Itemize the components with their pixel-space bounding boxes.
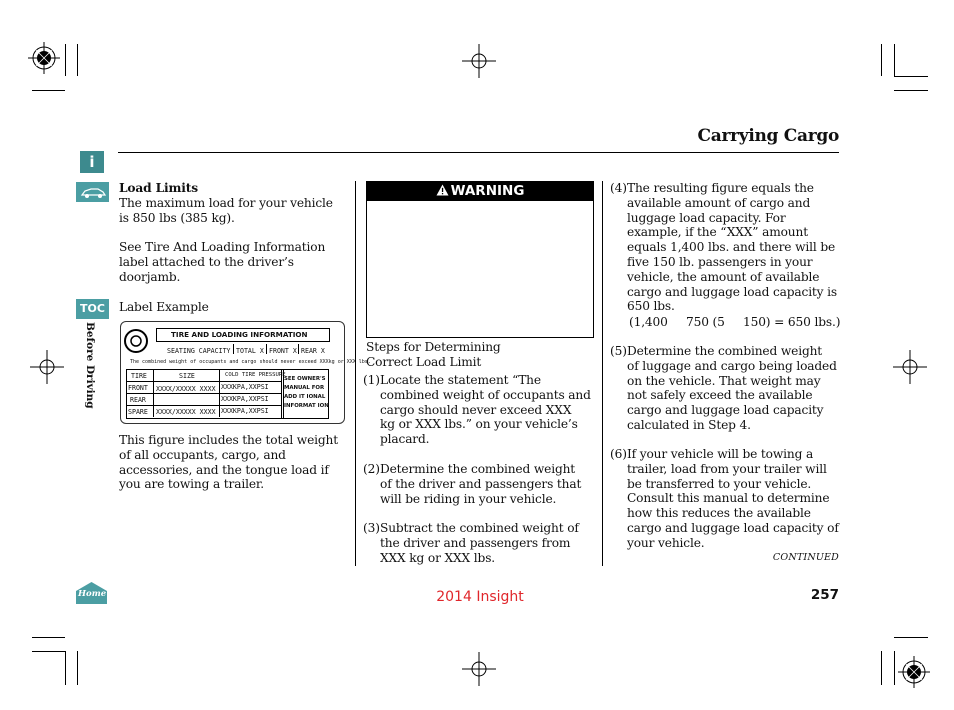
crosshair-icon: [462, 652, 496, 686]
continued-note: CONTINUED: [772, 552, 839, 563]
warning-box: [366, 181, 594, 338]
step-item: (1) Locate the statement “The combined weight of occupants and cargo should never exceed XXX kg or XXX lbs.” on your vehicle’s placard.: [363, 373, 591, 447]
info-icon: i: [89, 153, 95, 171]
toc-button[interactable]: TOC: [76, 299, 109, 319]
crosshair-icon: [893, 350, 927, 384]
car-index-button[interactable]: [76, 182, 109, 202]
info-button[interactable]: [80, 151, 104, 173]
header-rule: [118, 152, 839, 153]
column-divider: [355, 181, 356, 566]
column-divider: [602, 181, 603, 566]
warning-triangle-icon: [436, 184, 449, 196]
paragraph: This figure includes the total weight of all occupants, cargo, and accessories, and the tongue load if you are towing a trailer.: [119, 433, 338, 492]
page-number: 257: [810, 587, 839, 603]
example-equation: (1,400 750 (5 150) = 650 lbs.): [629, 315, 841, 329]
registration-mark-icon: [898, 656, 930, 688]
crosshair-icon: [30, 350, 64, 384]
home-button[interactable]: [74, 581, 109, 605]
tire-icon: [123, 326, 149, 356]
step-item: (3) Subtract the combined weight of the driver and passengers from XXX kg or XXX lbs.: [363, 521, 579, 565]
column-1: [119, 181, 349, 315]
car-icon: [76, 182, 109, 202]
steps-heading: Steps for Determining Correct Load Limit: [366, 340, 501, 369]
crosshair-icon: [462, 44, 496, 78]
step-item: (5) Determine the combined weight of luggage and cargo being loaded on the vehicle. That weight may not safely exceed the available cargo and luggage load capacity calculated in Step 4.: [610, 344, 837, 432]
label-example-caption: Label Example: [119, 299, 209, 314]
step-item: (6) If your vehicle will be towing a trailer, load from your trailer will be transferred to your vehicle. Consult this manual to determine how this reduces the available cargo and luggage load capacity of your vehicle.: [610, 447, 839, 550]
paragraph: See Tire And Loading Information label attached to the driver’s doorjamb.: [119, 240, 326, 284]
model-name: 2014 Insight: [436, 589, 524, 605]
paragraph: The maximum load for your vehicle is 850 lbs (385 kg).: [119, 195, 333, 225]
tire-loading-label: TIRE AND LOADING INFORMATION SEATING CAPACITY TOTAL X FRONT X REAR X The combined weight of occupants and cargo should never exceed XXXkg or XXX lbs. TIRE SIZE COLD TIRE PRESSURE FRONT XXXX/XXXXX XXXX XXXKPA,XXPSI REAR XXXKPA,XXPSI SPARE XXXX/XXXXX XXXX XXXKPA,XXPSI SEE OWNER'S MANUAL FOR ADD IT IONAL INFORMAT ION: [120, 321, 345, 424]
label-title: TIRE AND LOADING INFORMATION: [171, 330, 308, 339]
registration-mark-icon: [28, 42, 60, 74]
page-title: Carrying Cargo: [697, 126, 839, 146]
load-limits-heading: Load Limits: [119, 181, 198, 195]
warning-header: WARNING: [367, 182, 593, 201]
step-item: (2) Determine the combined weight of the driver and passengers that will be riding in your vehicle.: [363, 462, 582, 506]
section-label: Before Driving: [84, 322, 96, 409]
home-label: Home: [78, 589, 107, 599]
step-item: (4) The resulting figure equals the available amount of cargo and luggage load capacity. For example, if the “XXX” amount equals 1,400 lbs. and there will be five 150 lb. passengers in your vehicle, the amount of available cargo and luggage load capacity is 650 lbs.: [610, 181, 837, 314]
